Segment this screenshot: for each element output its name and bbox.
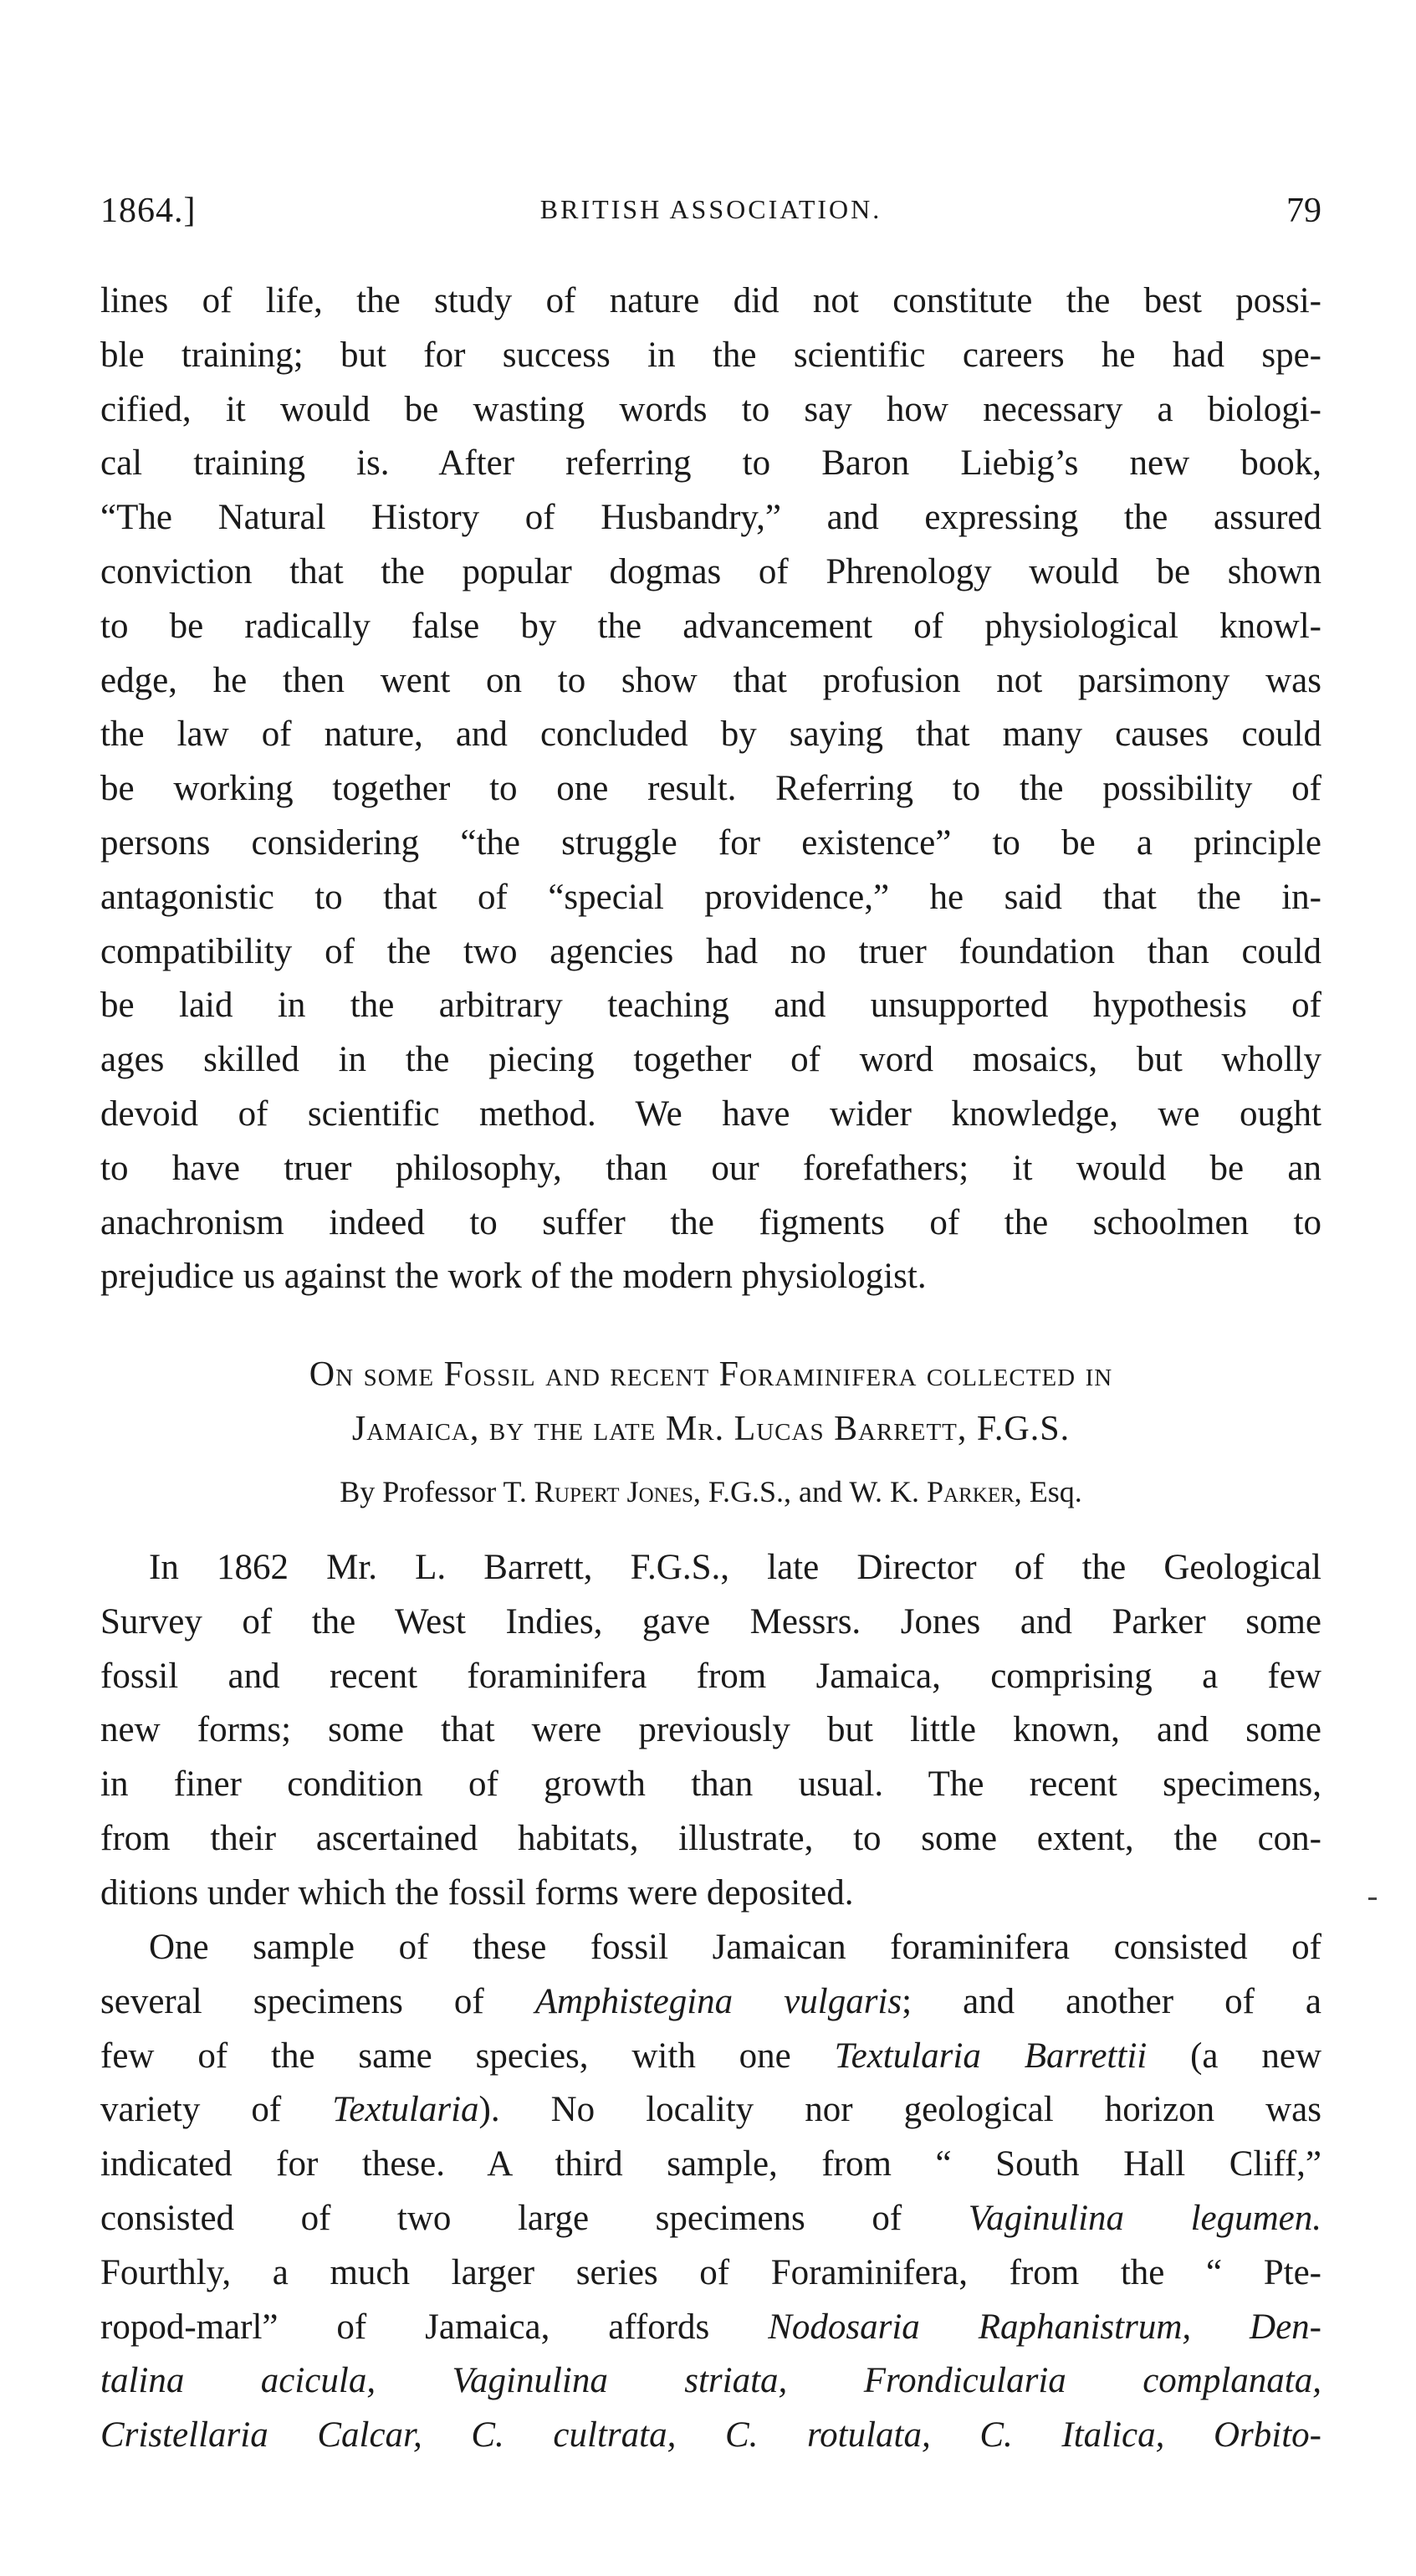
text-line: lines of life, the study of nature did not constitute the best possi- (100, 281, 1321, 320)
header-year: 1864.] (100, 192, 197, 230)
text-line: indicated for these. A third sample, from “ South Hall Cliff,” (100, 2144, 1321, 2184)
text-segment: consisted of two large specimens of (100, 2198, 969, 2238)
text-line (100, 2030, 1321, 2084)
running-head (100, 191, 1321, 241)
text-line: devoid of scientific method. We have wider knowledge, we ought (100, 1093, 1321, 1134)
text-line: in finer condition of growth than usual. The recent specimens, (100, 1764, 1321, 1805)
text-line: prejudice us against the work of the modern physiologist. (100, 1257, 927, 1297)
text-line: Survey of the West Indies, gave Messrs. Jones and Parker some (100, 1601, 1321, 1641)
byline-prefix: By Professor T. (340, 1475, 534, 1508)
paragraph-samples (100, 1921, 1321, 2463)
text-line: from their ascertained habitats, illustrate, to some extent, the con- (100, 1818, 1321, 1858)
species-name: Amphistegina vulgaris (534, 1981, 902, 2021)
text-line: conviction that the popular dogmas of Phrenology would be shown (100, 551, 1321, 592)
text-line (100, 2083, 1321, 2138)
text-line: persons considering “the struggle for existence” to be a principle (100, 822, 1321, 863)
text-line (100, 2409, 1321, 2463)
text-line (100, 1975, 1321, 2030)
section-title-line: Jamaica, by the late Mr. Lucas Barrett, F.G.S. (351, 1409, 1071, 1448)
text-segment: ; and another of a (902, 1981, 1321, 2021)
text-line: One sample of these fossil Jamaican foraminifera consisted of (149, 1928, 1321, 1967)
text-line: ages skilled in the piecing together of word mosaics, but wholly (100, 1040, 1321, 1080)
text-line: to have truer philosophy, than our forefathers; it would be an (100, 1148, 1321, 1188)
text-segment: few of the same species, with one (100, 2036, 835, 2076)
text-line: anachronism indeed to suffer the figments of the schoolmen to (100, 1202, 1321, 1242)
byline-author-parker: Parker (927, 1475, 1015, 1508)
text-line: cal training is. After referring to Baron Liebig’s new book, (100, 443, 1321, 484)
byline (100, 1474, 1321, 1509)
text-line (100, 2354, 1321, 2409)
byline-mid: , F.G.S., and W. K. (693, 1475, 928, 1508)
text-line: “The Natural History of Husbandry,” and expressing the assured (100, 498, 1321, 538)
byline-suffix: , Esq. (1014, 1475, 1082, 1508)
header-title: BRITISH ASSOCIATION. (539, 194, 882, 224)
text-line: ditions under which the fossil forms were deposited. (100, 1872, 854, 1913)
paragraph-physiology (100, 274, 1321, 1304)
byline-author-jones: Rupert Jones (534, 1475, 693, 1508)
text-line: be laid in the arbitrary teaching and unsupported hypothesis of (100, 986, 1321, 1026)
text-line: ble training; but for success in the scientific careers he had spe- (100, 335, 1321, 375)
text-line: new forms; some that were previously but little known, and some (100, 1710, 1321, 1750)
text-line: fossil and recent foraminifera from Jamaica, comprising a few (100, 1656, 1321, 1696)
section-title (100, 1347, 1321, 1456)
species-name: Textularia (332, 2090, 479, 2130)
species-name: talina acicula, Vaginulina striata, Frondicularia complanata, (100, 2361, 1321, 2401)
margin-mark (1368, 1897, 1377, 1900)
species-name: Cristellaria Calcar, C. cultrata, C. rotulata, C. Italica, Orbito- (100, 2415, 1321, 2456)
text-line: to be radically false by the advancement of physiological knowl- (100, 606, 1321, 646)
species-name: Nodosaria Raphanistrum, Den- (768, 2307, 1322, 2347)
text-line (100, 2192, 1321, 2246)
species-name: Vaginulina legumen. (968, 2198, 1322, 2238)
text-line: cified, it would be wasting words to say how necessary a biologi- (100, 389, 1321, 429)
text-segment: ropod-marl” of Jamaica, affords (100, 2307, 769, 2347)
text-segment: (a new (1147, 2036, 1321, 2076)
text-line: antagonistic to that of “special providence,” he said that the in- (100, 877, 1321, 917)
text-line: be working together to one result. Referring to the possibility of (100, 769, 1321, 809)
text-segment: several specimens of (100, 1981, 535, 2021)
text-line (100, 2301, 1321, 2355)
species-name: Textularia Barrettii (834, 2036, 1148, 2076)
section-title-line: On some Fossil and recent Foraminifera collected in (309, 1355, 1113, 1394)
text-line: edge, he then went on to show that profusion not parsimony was (100, 660, 1321, 700)
text-line: In 1862 Mr. L. Barrett, F.G.S., late Director of the Geological (149, 1548, 1321, 1587)
page-number: 79 (1286, 192, 1321, 230)
text-segment: variety of (100, 2090, 333, 2130)
text-line: compatibility of the two agencies had no truer foundation than could (100, 931, 1321, 971)
text-segment: ). No locality nor geological horizon was (478, 2090, 1321, 2130)
text-line: Fourthly, a much larger series of Foraminifera, from the “ Pte- (100, 2252, 1321, 2292)
text-line: the law of nature, and concluded by saying that many causes could (100, 714, 1321, 755)
paragraph-introduction (100, 1541, 1321, 1921)
